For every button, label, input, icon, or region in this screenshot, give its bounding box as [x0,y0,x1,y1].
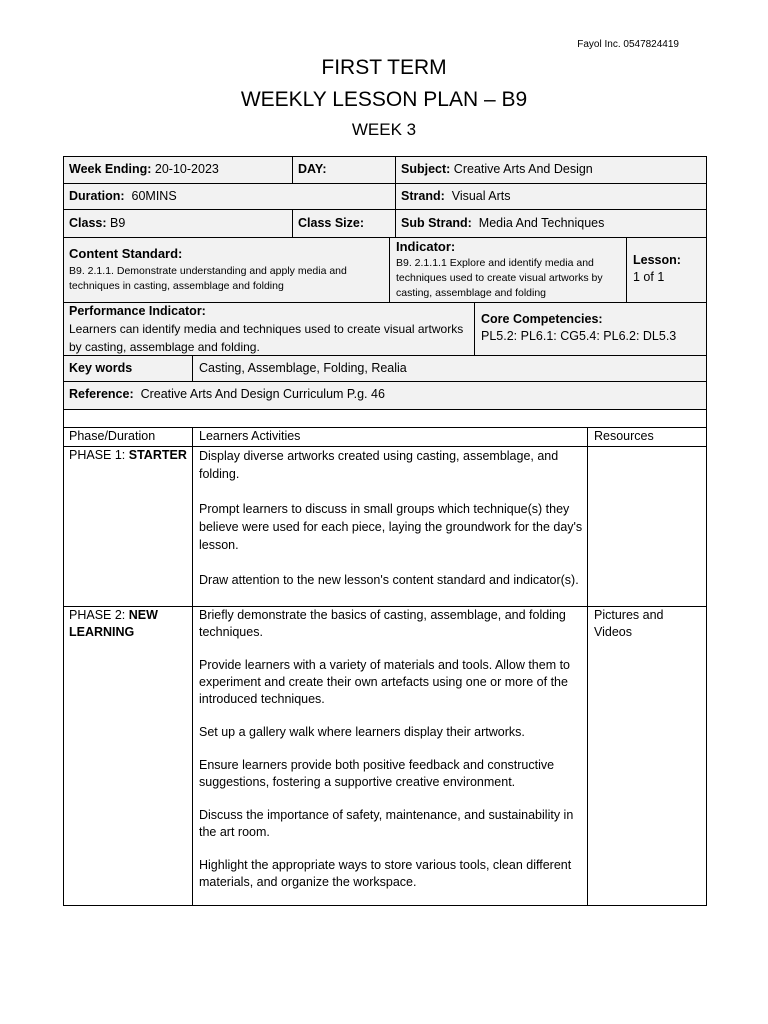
phase-1-prefix: PHASE 1: [69,448,126,462]
core-competencies-field [481,311,703,345]
phase-1-label [69,447,193,464]
class-size-field [298,215,364,232]
column-header-resources: Resources [594,429,654,443]
column-header-activities: Learners Activities [199,429,301,443]
core-competencies-label: Core Competencies: [481,312,603,326]
indicator-field [396,238,622,301]
phase-2-activities [199,607,583,891]
reference-label: Reference: [69,387,134,401]
phase-1-activities [199,447,583,589]
content-standard-label: Content Standard: [69,246,183,261]
class-field [69,215,125,232]
activity-item: Highlight the appropriate ways to store various tools, clean different materials, and organize the workspace. [199,858,572,889]
strand-value: Visual Arts [451,189,511,203]
core-competencies-value: PL5.2: PL6.1: CG5.4: PL6.2: DL5.3 [481,329,677,343]
duration-label: Duration: [69,189,125,203]
indicator-value: B9. 2.1.1.1 Explore and identify media and techniques used to create visual artworks by casting, assemblage and folding [396,257,603,299]
activity-item: Discuss the importance of safety, maintenance, and sustainability in the art room. [199,808,574,839]
lesson-value: 1 of 1 [633,270,665,284]
sub-strand-label: Sub Strand: [401,216,472,230]
performance-indicator-value: Learners can identify media and techniques used to create visual artworks by casting, assemblage and folding. [69,322,464,354]
phase-2-label [69,607,191,641]
class-size-label: Class Size: [298,216,365,230]
performance-indicator-label: Performance Indicator: [69,304,206,318]
activity-item: Prompt learners to discuss in small groups which technique(s) they believe were used for each piece, laying the groundwork for the day's lesson. [199,502,583,552]
week-ending-value: 20-10-2023 [154,162,219,176]
indicator-label: Indicator: [396,239,456,254]
content-standard-field [69,245,385,294]
class-value: B9 [110,216,126,230]
sub-strand-value: Media And Techniques [478,216,605,230]
column-header-phase: Phase/Duration [69,429,156,443]
week-ending-field [69,161,219,178]
activity-item: Display diverse artworks created using casting, assemblage, and folding. [199,449,559,481]
reference-field [69,386,385,403]
activity-item: Draw attention to the new lesson's content standard and indicator(s). [199,573,579,587]
activity-item: Ensure learners provide both positive feedback and constructive suggestions, fostering a supportive creative environment. [199,758,555,789]
day-label: DAY: [298,162,327,176]
week-ending-label: Week Ending: [69,162,152,176]
strand-label: Strand: [401,189,445,203]
reference-value: Creative Arts And Design Curriculum P.g. 46 [140,387,385,401]
duration-value: 60MINS [131,189,177,203]
publisher-note: Fayol Inc. 0547824419 [577,39,679,50]
phase-1-name: STARTER [128,448,187,462]
strand-field [401,188,511,205]
activity-item: Briefly demonstrate the basics of casting, assemblage, and folding techniques. [199,608,566,639]
document-subtitle: WEEKLY LESSON PLAN – B9 [240,88,528,111]
document-title: FIRST TERM [321,56,447,79]
lesson-field [633,252,703,286]
phase-2-prefix: PHASE 2: [69,608,126,622]
keywords-value: Casting, Assemblage, Folding, Realia [199,361,407,375]
day-field [298,161,326,178]
subject-value: Creative Arts And Design [453,162,593,176]
keywords-label: Key words [69,361,133,375]
performance-indicator-field [69,302,469,356]
phase-2-resources: Pictures and Videos [594,608,664,639]
phase-2-name: NEW LEARNING [69,608,158,639]
duration-field [69,188,177,205]
lesson-label: Lesson: [633,253,681,267]
activity-item: Provide learners with a variety of materials and tools. Allow them to experiment and create their own artefacts using one or more of the introduced techniques. [199,658,571,706]
sub-strand-field [401,215,604,232]
activity-item: Set up a gallery walk where learners display their artworks. [199,725,525,739]
week-heading: WEEK 3 [351,120,417,139]
content-standard-value: B9. 2.1.1. Demonstrate understanding and apply media and techniques in casting, assemblage and folding [69,265,347,292]
subject-field [401,161,593,178]
class-label: Class: [69,216,107,230]
subject-label: Subject: [401,162,451,176]
